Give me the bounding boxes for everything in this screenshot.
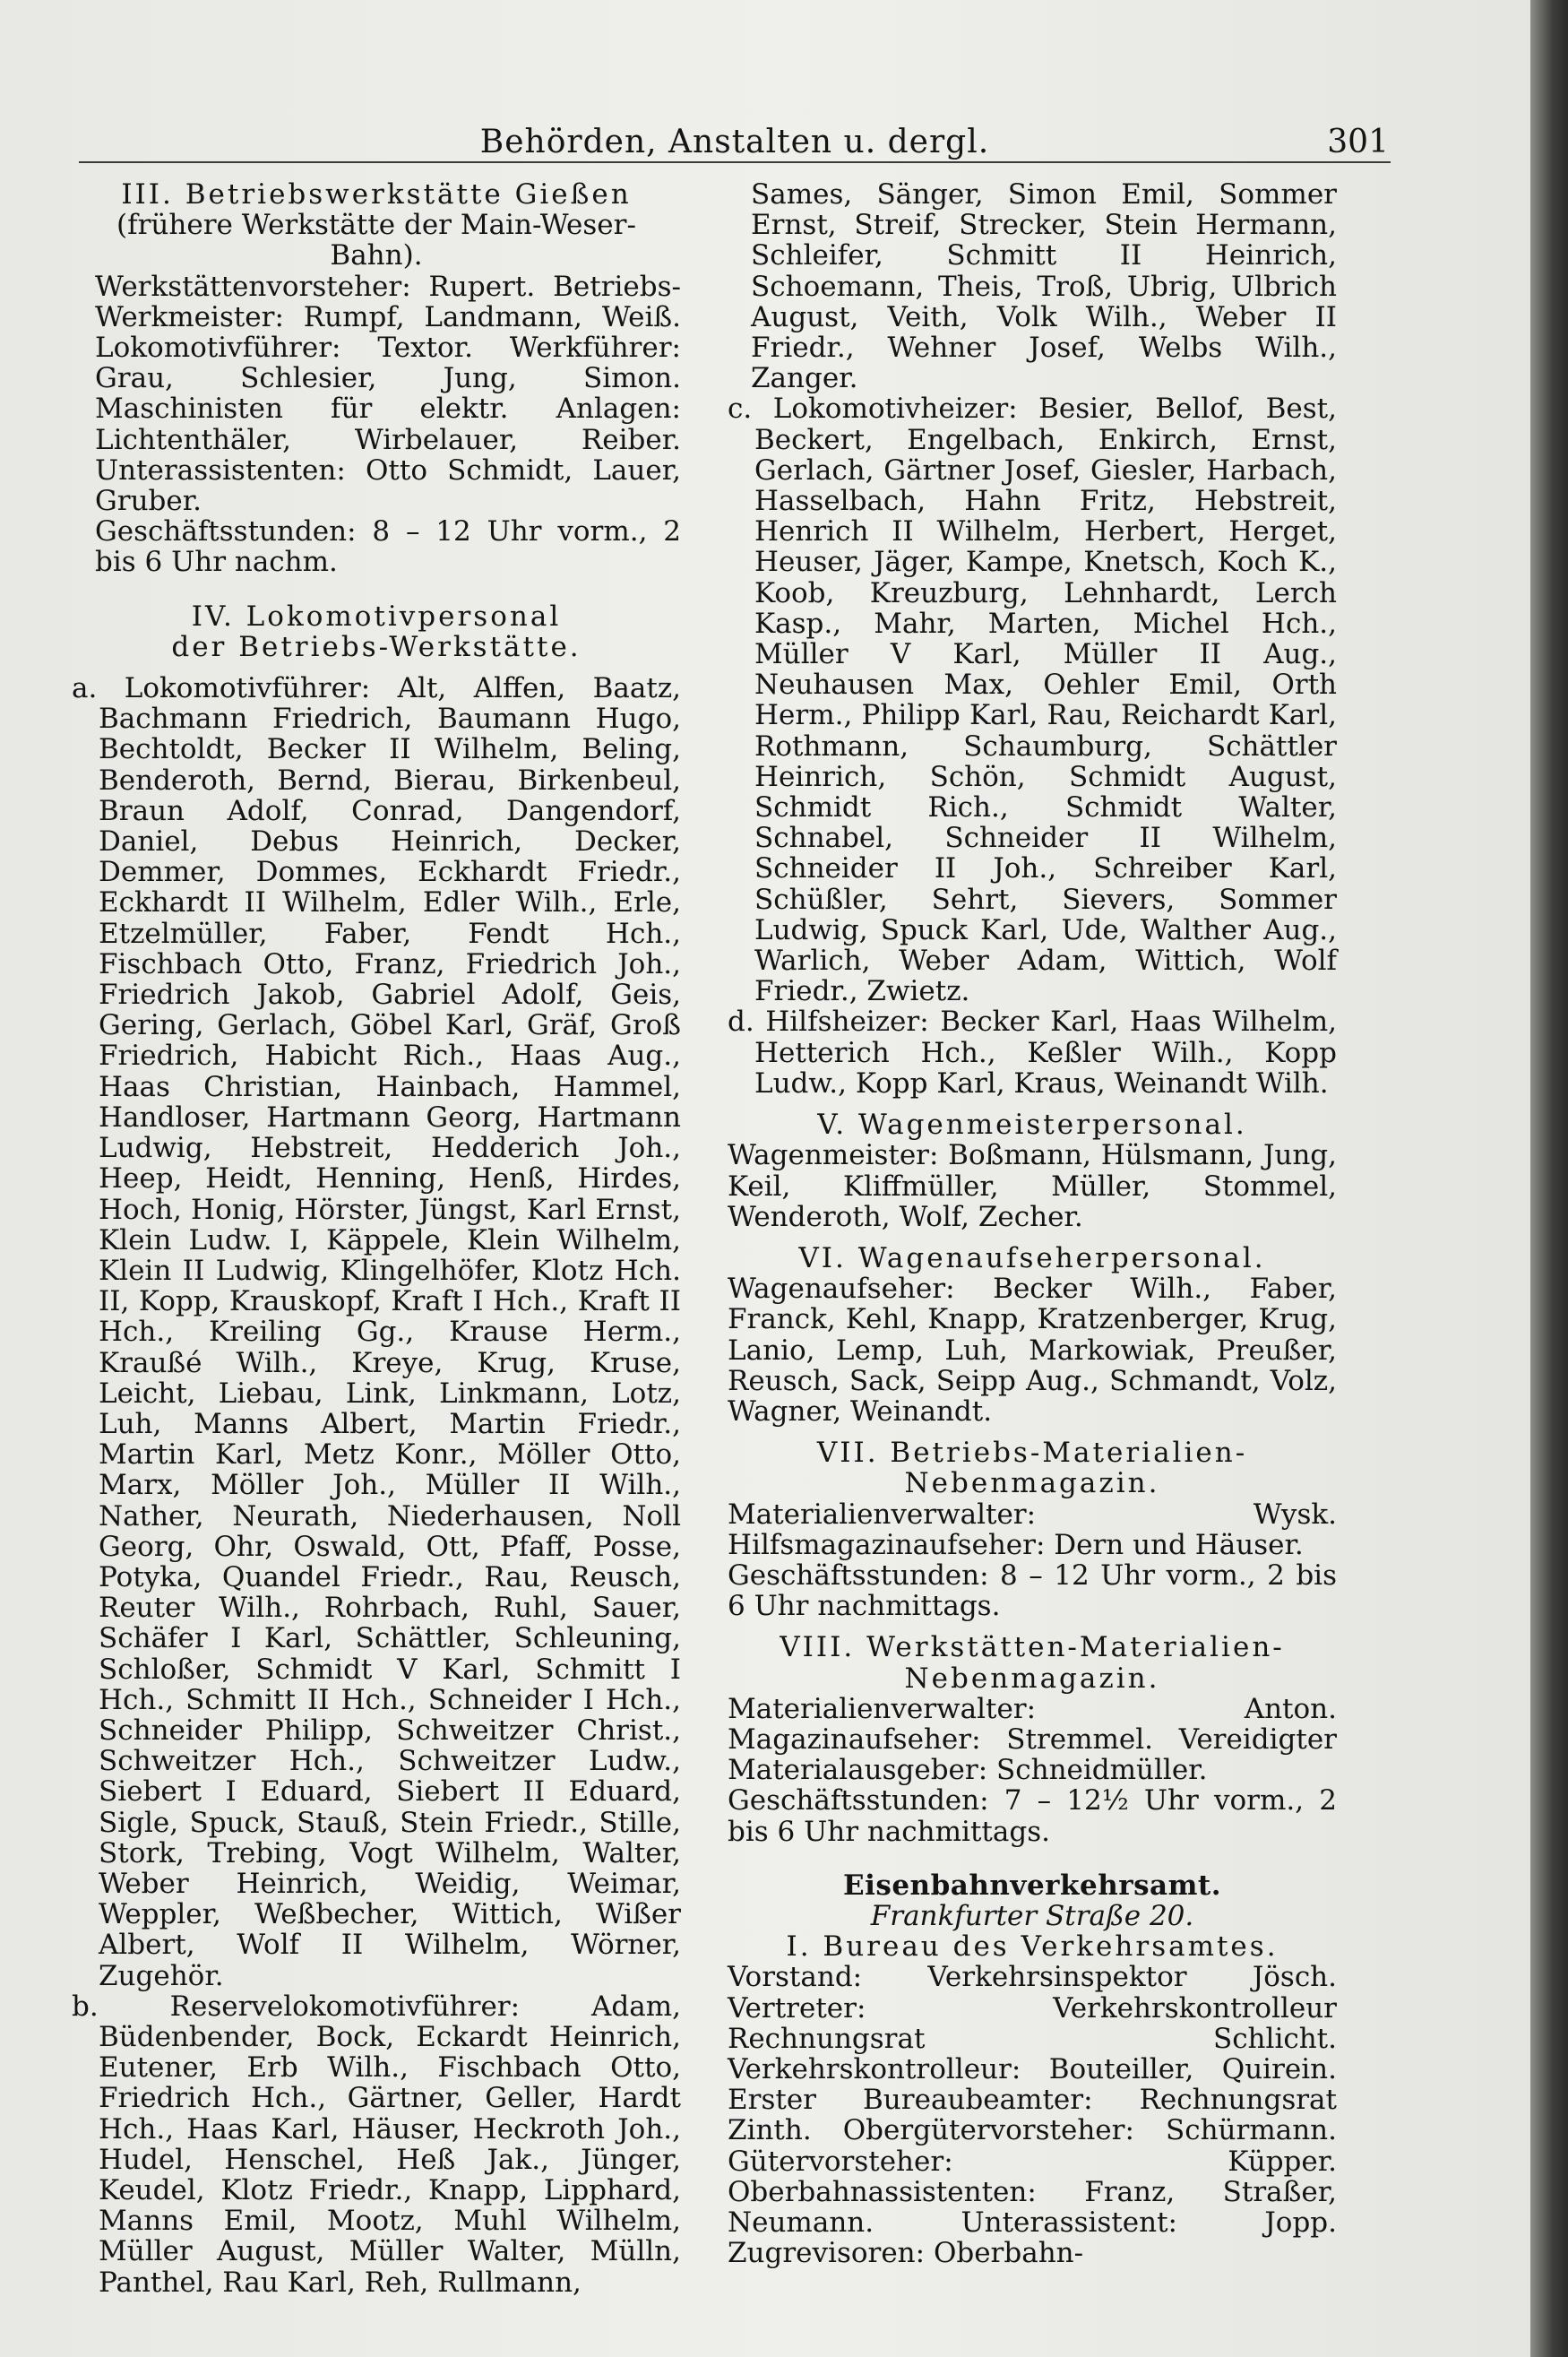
- section-title-VII: VII. Betriebs-Materialien-Nebenmagazin.: [816, 1437, 1248, 1500]
- section-body-VIII: Materialienverwalter: Anton. Magazinaufseher: Stremmel. Vereidigter Materialausgeber: Schneidmüller.: [728, 1692, 1337, 1787]
- section-subtitle-III: (frühere Werkstätte der Main-Weser-Bahn).: [116, 209, 636, 272]
- section-hours-VIII: Geschäftsstunden: 7 – 12½ Uhr vorm., 2 bis 6 Uhr nachmittags.: [728, 1784, 1337, 1848]
- section-body-III: Werkstättenvorsteher: Rupert. Betriebs-Werkmeister: Rumpf, Landmann, Weiß. Lokomotivführer: Textor. Werkführer: Grau, Schlesier, Jung, Simon. Maschinisten für elektr. Anlagen: Lichtenthäler, Wirbelauer, Reiber. Unterassistenten: Otto Schmidt, Lauer, Gruber.: [95, 270, 681, 518]
- section-title-IV: IV. Lokomotivpersonal: [191, 600, 562, 633]
- address-eisenbahnverkehrsamt: Frankfurter Straße 20.: [870, 1899, 1194, 1932]
- section-body-VI: Wagenaufseher: Becker Wilh., Faber, Franck, Kehl, Knapp, Kratzenberger, Krug, Lanio, Lemp, Luh, Markowiak, Preußer, Reusch, Sack, Seipp Aug., Schmandt, Volz, Wagner, Weinandt.: [728, 1273, 1337, 1428]
- section-subtitle-IV: der Betriebs-Werkstätte.: [171, 630, 582, 663]
- right-column: [728, 179, 1337, 2268]
- list-lokomotivheizer: c. Lokomotivheizer: Besier, Bellof, Best, Beckert, Engelbach, Enkirch, Ernst, Gerlach, Gärtner Josef, Giesler, Harbach, Hasselbach, Hahn Fritz, Hebstreit, Henrich II Wilhelm, Herbert, Herget, Heuser, Jäger, Kampe, Knetsch, Koch K., Koob, Kreuzburg, Lehnhardt, Lerch Kasp., Mahr, Marten, Michel Hch., Müller V Karl, Müller II Aug., Neuhausen Max, Oehler Emil, Orth Herm., Philipp Karl, Rau, Reichardt Karl, Rothmann, Schaumburg, Schättler Heinrich, Schön, Schmidt August, Schmidt Rich., Schmidt Walter, Schnabel, Schneider II Wilhelm, Schneider II Joh., Schreiber Karl, Schüßler, Sehrt, Sievers, Sommer Ludwig, Spuck Karl, Ude, Walther Aug., Warlich, Weber Adam, Wittich, Wolf Friedr., Zwietz.: [728, 393, 1337, 1008]
- list-hilfsheizer: d. Hilfsheizer: Becker Karl, Haas Wilhelm, Hetterich Hch., Keßler Wilh., Kopp Ludw., Kopp Karl, Kraus, Weinandt Wilh.: [728, 1006, 1337, 1100]
- left-column: [72, 179, 681, 2298]
- section-hours-III: Geschäftsstunden: 8 – 12 Uhr vorm., 2 bis 6 Uhr nachm.: [95, 515, 681, 579]
- section-body-VII: Materialienverwalter: Wysk. Hilfsmagazinaufseher: Dern und Häuser.: [728, 1498, 1337, 1561]
- section-body-bureau: Vorstand: Verkehrsinspektor Jösch. Vertreter: Verkehrskontrolleur Rechnungsrat Schlicht. Verkehrskontrolleur: Bouteiller, Quirein. Erster Bureaubeamter: Rechnungsrat Zinth. Obergütervorsteher: Schürmann. Gütervorsteher: Küpper. Oberbahnassistenten: Franz, Straßer, Neumann. Unterassistent: Jopp. Zugrevisoren: Oberbahn-: [728, 1961, 1337, 2270]
- heading-eisenbahnverkehrsamt: Eisenbahnverkehrsamt.: [842, 1869, 1222, 1902]
- section-body-V: Wagenmeister: Boßmann, Hülsmann, Jung, Keil, Kliffmüller, Müller, Stommel, Wenderoth, Wolf, Zecher.: [728, 1139, 1337, 1233]
- list-reservelokomotivfuehrer-continued: Sames, Sänger, Simon Emil, Sommer Ernst, Streif, Strecker, Stein Hermann, Schleifer, Schmitt II Heinrich, Schoemann, Theis, Troß, Ubrig, Ulbrich August, Veith, Volk Wilh., Weber II Friedr., Wehner Josef, Welbs Wilh., Zanger.: [751, 178, 1337, 395]
- running-header: [81, 124, 1389, 170]
- header-rule: [79, 161, 1391, 163]
- section-hours-VII: Geschäftsstunden: 8 – 12 Uhr vorm., 2 bis 6 Uhr nachmittags.: [728, 1558, 1337, 1623]
- section-title-VIII: VIII. Werkstätten-Materialien-Nebenmagazin.: [780, 1631, 1285, 1695]
- section-title-VI: VI. Wagenaufseherpersonal.: [798, 1241, 1266, 1274]
- section-title-bureau: I. Bureau des Verkehrsamtes.: [786, 1930, 1279, 1964]
- list-reservelokomotivfuehrer: b. Reservelokomotivführer: Adam, Büdenbender, Bock, Eckardt Heinrich, Eutener, Erb Wilh., Fischbach Otto, Friedrich Hch., Gärtner, Geller, Hardt Hch., Haas Karl, Häuser, Heckroth Joh., Hudel, Henschel, Heß Jak., Jünger, Keudel, Klotz Friedr., Knapp, Lipphard, Manns Emil, Mootz, Muhl Wilhelm, Müller August, Müller Walter, Mülln, Panthel, Rau Karl, Reh, Rullmann,: [72, 1990, 681, 2299]
- section-title-III: III. Betriebswerkstätte Gießen: [121, 178, 632, 211]
- section-title-V: V. Wagenmeisterpersonal.: [817, 1109, 1247, 1142]
- list-lokomotivfuehrer: a. Lokomotivführer: Alt, Alffen, Baatz, Bachmann Friedrich, Baumann Hugo, Bechtoldt, Becker II Wilhelm, Beling, Benderoth, Bernd, Bierau, Birkenbeul, Braun Adolf, Conrad, Dangendorf, Daniel, Debus Heinrich, Decker, Demmer, Dommes, Eckhardt Friedr., Eckhardt II Wilhelm, Edler Wilh., Erle, Etzelmüller, Faber, Fendt Hch., Fischbach Otto, Franz, Friedrich Joh., Friedrich Jakob, Gabriel Adolf, Geis, Gering, Gerlach, Göbel Karl, Gräf, Groß Friedrich, Habicht Rich., Haas Aug., Haas Christian, Hainbach, Hammel, Handloser, Hartmann Georg, Hartmann Ludwig, Hebstreit, Hedderich Joh., Heep, Heidt, Henning, Henß, Hirdes, Hoch, Honig, Hörster, Jüngst, Karl Ernst, Klein Ludw. I, Käppele, Klein Wilhelm, Klein II Ludwig, Klingelhöfer, Klotz Hch. II, Kopp, Krauskopf, Kraft I Hch., Kraft II Hch., Kreiling Gg., Krause Herm., Kraußé Wilh., Kreye, Krug, Kruse, Leicht, Liebau, Link, Linkmann, Lotz, Luh, Manns Albert, Martin Friedr., Martin Karl, Metz Konr., Möller Otto, Marx, Möller Joh., Müller II Wilh., Nather, Neurath, Niederhausen, Noll Georg, Ohr, Oswald, Ott, Pfaff, Posse, Potyka, Quandel Friedr., Rau, Reusch, Reuter Wilh., Rohrbach, Ruhl, Sauer, Schäfer I Karl, Schättler, Schleuning, Schloßer, Schmidt V Karl, Schmitt I Hch., Schmitt II Hch., Schneider I Hch., Schneider Philipp, Schweitzer Christ., Schweitzer Hch., Schweitzer Ludw., Siebert I Eduard, Siebert II Eduard, Sigle, Spuck, Stauß, Stein Friedr., Stille, Stork, Trebing, Vogt Wilhelm, Walter, Weber Heinrich, Weidig, Weimar, Weppler, Weßbecher, Wittich, Wißer Albert, Wolf II Wilhelm, Wörner, Zugehör.: [72, 672, 681, 1992]
- page-number: 301: [1327, 124, 1389, 160]
- book-edge: [1530, 0, 1568, 2357]
- header-title: Behörden, Anstalten u. dergl.: [479, 124, 990, 160]
